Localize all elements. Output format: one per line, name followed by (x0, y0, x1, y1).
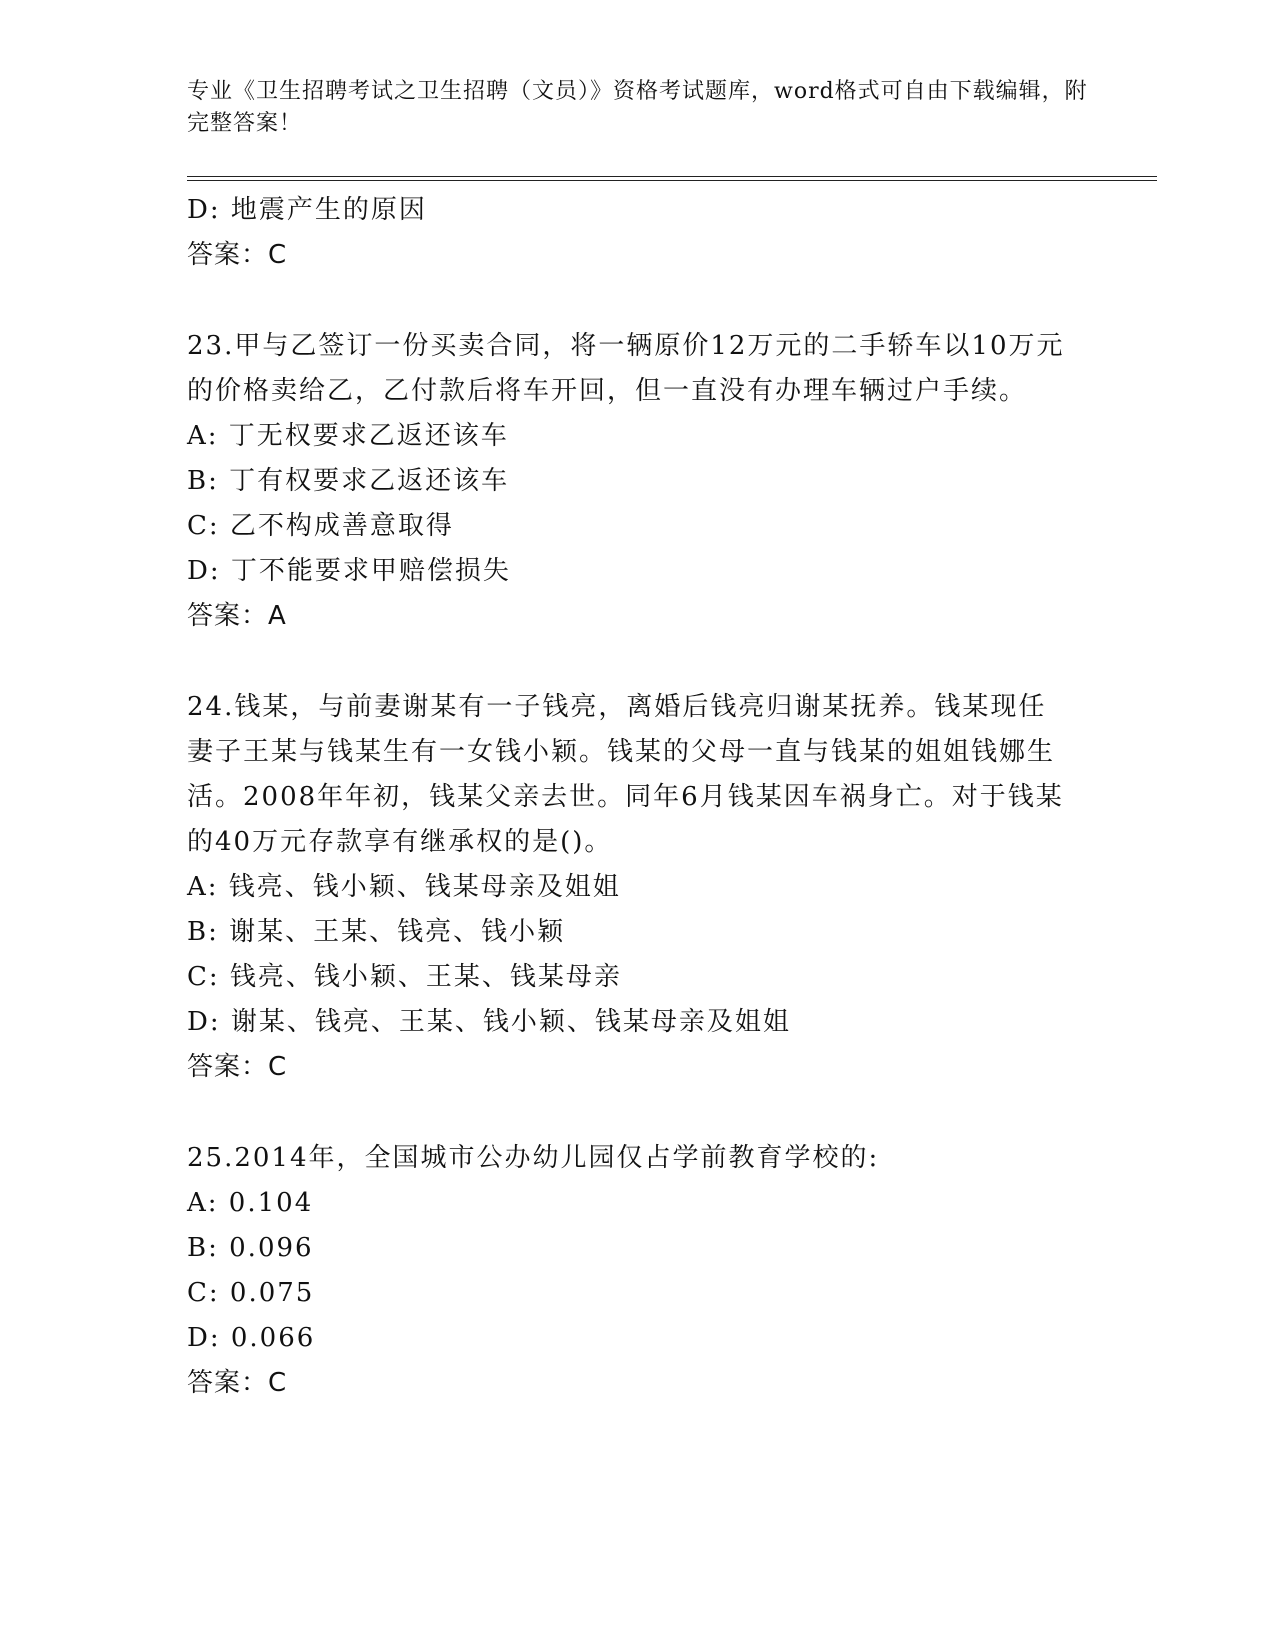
q25-answer: 答案：C (187, 1368, 288, 1398)
q23-stem: 23.甲与乙签订一份买卖合同，将一辆原价12万元的二手轿车以10万元的价格卖给乙，乙付款后将车开回，但一直没有办理车辆过户手续。 (187, 331, 1065, 406)
q23-answer: 答案：A (187, 601, 287, 631)
q23-option-b: B: 丁有权要求乙返还该车 (187, 466, 510, 496)
header-text: 专业《卫生招聘考试之卫生招聘（文员）》资格考试题库，word格式可自由下载编辑，附完整答案！ (187, 79, 1088, 136)
spacer (187, 1090, 1067, 1136)
q24-option-d: D: 谢某、钱亮、王某、钱小颖、钱某母亲及姐姐 (187, 1007, 791, 1037)
q25-option-c: C: 0.075 (187, 1278, 315, 1308)
page-header (187, 76, 1107, 140)
q24-stem: 24.钱某，与前妻谢某有一子钱亮，离婚后钱亮归谢某抚养。钱某现任妻子王某与钱某生有一女钱小颖。钱某的父母一直与钱某的姐姐钱娜生活。2008年年初，钱某父亲去世。同年6月钱某因车祸身亡。对于钱某的40万元存款享有继承权的是()。 (187, 692, 1064, 857)
q24-option-b: B: 谢某、王某、钱亮、钱小颖 (187, 917, 566, 947)
q25-stem: 25.2014年，全国城市公办幼儿园仅占学前教育学校的: (187, 1143, 880, 1173)
q23-option-c: C: 乙不构成善意取得 (187, 511, 454, 541)
prev-option-d: D: 地震产生的原因 (187, 195, 427, 225)
q24-answer: 答案：C (187, 1052, 288, 1082)
header-divider (187, 176, 1157, 181)
question-content (187, 188, 1067, 1406)
q25-option-d: D: 0.066 (187, 1323, 316, 1353)
q24-option-c: C: 钱亮、钱小颖、王某、钱某母亲 (187, 962, 622, 992)
q25-option-b: B: 0.096 (187, 1233, 314, 1263)
spacer (187, 639, 1067, 685)
q24-option-a: A: 钱亮、钱小颖、钱某母亲及姐姐 (187, 872, 621, 902)
q23-option-d: D: 丁不能要求甲赔偿损失 (187, 556, 511, 586)
spacer (187, 278, 1067, 324)
q25-option-a: A: 0.104 (187, 1188, 314, 1218)
q23-option-a: A: 丁无权要求乙返还该车 (187, 421, 509, 451)
prev-answer: 答案：C (187, 240, 288, 270)
